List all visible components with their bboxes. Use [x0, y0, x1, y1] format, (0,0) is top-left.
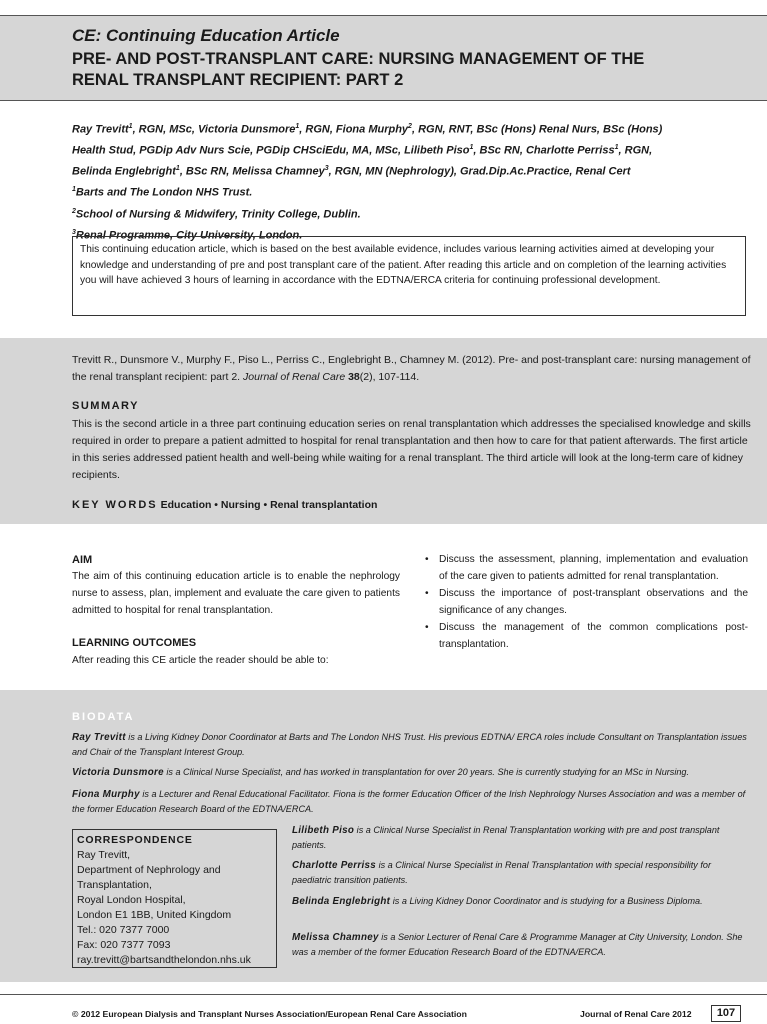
correspondence-line: London E1 1BB, United Kingdom — [77, 909, 232, 921]
list-item: • Discuss the importance of post-transplant observations and the significance of any changes. — [422, 585, 748, 619]
bio-entry: Fiona Murphy is a Lecturer and Renal Educational Facilitator. Fiona is the former Education Officer of the Irish Nephrology Nurses Association and was a member of the former Education Research Board of the EDTNA/ERCA. — [72, 789, 746, 814]
correspondence-line: Tel.: 020 7377 7000 — [77, 924, 170, 936]
biodata-section — [0, 690, 767, 982]
affiliation-2: $^2$School of Nursing & Midwifery, Trinity College, Dublin. — [72, 207, 361, 221]
page-number: 107 — [711, 1005, 741, 1022]
title-line-1: PRE- AND POST-TRANSPLANT CARE: NURSING MANAGEMENT OF THE — [72, 50, 645, 68]
title-line-2: RENAL TRANSPLANT RECIPIENT: PART 2 — [72, 71, 404, 89]
aim-heading: AIM — [72, 554, 93, 566]
footer-divider — [0, 994, 767, 995]
summary-text: This is the second article in a three part continuing education series on renal transplantation which addresses the specialised knowledge and skills required in order to prepare a patient admitted to hospital for renal transplantation and then how to care for that patient afterwards. The first article in this series addressed patient health and well-being while waiting for a renal transplant. The third article will look at the long-term care of kidney recipients. — [72, 418, 751, 481]
keywords-label: KEY WORDS — [72, 499, 158, 511]
series-label: CE: Continuing Education Article — [72, 26, 340, 45]
citation: Trevitt R., Dunsmore V., Murphy F., Piso L., Perriss C., Englebright B., Chamney M. (2012). Pre- and post-transplant care: nursing management of the renal transplant recipient: part 2. Journal of Renal Care 38(2), 107-114. — [72, 354, 751, 383]
author-list — [72, 118, 752, 245]
learning-outcomes-list — [422, 551, 748, 653]
footer-copyright: © 2012 European Dialysis and Transplant Nurses Association/European Renal Care Association — [72, 1009, 467, 1019]
correspondence-line: Fax: 020 7377 7093 — [77, 939, 171, 951]
list-item: • Discuss the assessment, planning, implementation and evaluation of the care given to patients admitted for renal transplantation. — [422, 551, 748, 585]
correspondence-line: Royal London Hospital, — [77, 894, 186, 906]
correspondence-line: Transplantation, — [77, 879, 152, 891]
biodata-heading: BIODATA — [72, 711, 135, 723]
author-line-1: Ray Trevitt$^1$, RGN, MSc, Victoria Dunsmore$^1$, RGN, Fiona Murphy$^2$, RGN, RNT, BSc (Hons) Renal Nurs, BSc (Hons) — [72, 123, 663, 136]
correspondence-line: Ray Trevitt, — [77, 849, 131, 861]
article-title — [72, 49, 752, 91]
summary-section — [0, 338, 767, 524]
article-header — [0, 15, 767, 101]
citation-journal: Journal of Renal Care — [243, 371, 346, 383]
learning-outcomes-intro: After reading this CE article the reader should be able to: — [72, 655, 329, 666]
author-line-3: Belinda Englebright$^1$, BSc RN, Melissa Chamney$^3$, RGN, MN (Nephrology), Grad.Dip.Ac.Practice, Renal Cert — [72, 165, 631, 178]
footer-journal: Journal of Renal Care 2012 — [580, 1009, 692, 1019]
list-item: • Discuss the management of the common complications post-transplantation. — [422, 619, 748, 653]
author-line-2: Health Stud, PGDip Adv Nurs Scie, PGDip CHSciEdu, MA, MSc, Lilibeth Piso$^1$, BSc RN, Charlotte Perriss$^1$, RGN, — [72, 144, 653, 157]
aim-section — [72, 554, 400, 669]
bio-entry: Ray Trevitt is a Living Kidney Donor Coordinator at Barts and The London NHS Trust. His previous EDTNA/ ERCA roles include Consultant on Transplantation issues and Chair of the Transplant Interest Group. — [72, 732, 747, 757]
correspondence-email[interactable]: ray.trevitt@bartsandthelondon.nhs.uk — [77, 954, 251, 966]
keywords — [72, 499, 377, 511]
summary-heading: SUMMARY — [72, 400, 139, 412]
bio-entry: Melissa Chamney is a Senior Lecturer of Renal Care & Programme Manager at City University, London. She was a member of the former Education Research Board of the EDTNA/ERCA. — [292, 932, 743, 957]
intro-box: This continuing education article, which is based on the best available evidence, includes various learning activities aimed at developing your knowledge and understanding of pre and post transplant care of the patient. After reading this article and on completion of the learning activities you will have achieved 3 hours of learning in accordance with the EDTNA/ERCA criteria for continuing professional development. — [72, 236, 746, 316]
bio-entry: Belinda Englebright is a Living Kidney Donor Coordinator and is studying for a Business Diploma. — [292, 896, 703, 907]
correspondence-line: Department of Nephrology and — [77, 864, 221, 876]
affiliation-1: $^1$Barts and The London NHS Trust. — [72, 186, 253, 200]
bio-entry: Lilibeth Piso is a Clinical Nurse Specialist in Renal Transplantation working with pre and post transplant patients. — [292, 825, 720, 850]
correspondence-heading: CORRESPONDENCE — [77, 834, 193, 846]
learning-outcomes-heading: LEARNING OUTCOMES — [72, 637, 197, 649]
correspondence-box — [72, 829, 277, 968]
bio-entry: Victoria Dunsmore is a Clinical Nurse Specialist, and has worked in transplantation for over 20 years. She is currently studying for an MSc in Nursing. — [72, 767, 689, 778]
keywords-items: Education • Nursing • Renal transplantation — [160, 499, 378, 511]
bio-entry: Charlotte Perriss is a Clinical Nurse Specialist in Renal Transplantation with special responsibility for paediatric transition patients. — [292, 860, 711, 885]
affiliation-3: $^3$Renal Programme, City University, London. — [72, 228, 303, 242]
aim-text: The aim of this continuing education article is to enable the nephrology nurse to assess, plan, implement and evaluate the care given to patients admitted to hospital for renal transplantation. — [72, 571, 400, 616]
citation-volume: 38 — [348, 371, 360, 383]
